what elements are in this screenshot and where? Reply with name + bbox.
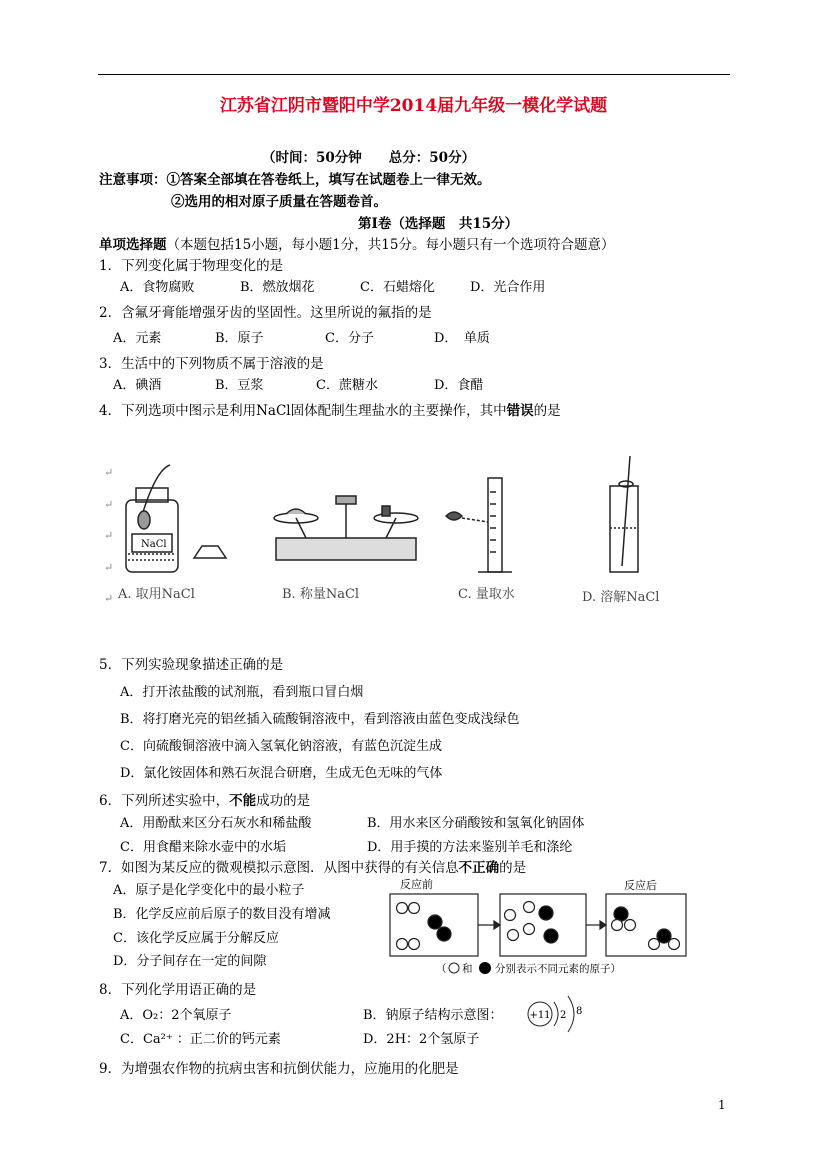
q3-option-c: C．蔗糖水 (316, 378, 378, 393)
jar-label: NaCl (141, 539, 167, 550)
q7-stem (99, 856, 526, 876)
q6-option-d: D．用手摸的方法来鉴别羊毛和涤纶 (367, 840, 573, 855)
q1-option-c: C．石蜡熔化 (360, 280, 435, 295)
q8-option-b: B．钠原子结构示意图： (363, 1008, 503, 1023)
reagent-jar-illustration (126, 465, 226, 572)
before-molecules (397, 903, 452, 950)
instructions-text: （本题包括15小题，每小题1分，共15分。每小题只有一个选项符合题意） (166, 237, 615, 253)
q1-stem: 1．下列变化属于物理变化的是 (99, 258, 284, 274)
diagram-caption-and: 和 (462, 963, 473, 975)
q3-option-a: A．碘酒 (113, 378, 162, 393)
q5-option-b: B．将打磨光亮的铝丝插入硫酸铜溶液中，看到溶液由蓝色变成浅绿色 (120, 712, 520, 727)
q6-stem (99, 789, 310, 809)
figure-c-label: C. 量取水 (458, 587, 515, 602)
q1-option-d: D．光合作用 (470, 280, 546, 295)
beaker-illustration (610, 456, 638, 572)
figure-d-label: D. 溶解NaCl (582, 590, 660, 605)
q4-figure (110, 450, 690, 615)
q5-option-c: C．向硫酸铜溶液中滴入氢氧化钠溶液，有蓝色沉淀生成 (120, 739, 442, 754)
q8-option-a: A．O₂：2个氧原子 (120, 1008, 232, 1023)
q9-stem: 9．为增强农作物的抗病虫害和抗倒伏能力，应施用的化肥是 (99, 1061, 459, 1077)
before-label: 反应前 (400, 878, 433, 891)
sodium-atom-diagram (524, 992, 594, 1036)
q8-option-c: C．Ca²⁺ ：正二价的钙元素 (120, 1032, 281, 1047)
q8-stem: 8．下列化学用语正确的是 (99, 982, 257, 998)
middle-box (500, 894, 586, 956)
q2-stem: 2．含氟牙膏能增强牙齿的坚固性。这里所说的氟指的是 (99, 305, 432, 321)
return-mark: ↵ (104, 529, 114, 542)
q5-option-a: A．打开浓盐酸的试剂瓶，看到瓶口冒白烟 (120, 685, 364, 700)
cylinder-illustration (446, 478, 512, 572)
q4-stem-emphasis: 错误 (506, 403, 534, 419)
diagram-caption-text: 分别表示不同元素的原子） (495, 963, 621, 975)
reaction-diagram (388, 876, 690, 976)
return-mark: ↵ (104, 560, 114, 574)
white-atom-legend (449, 963, 459, 973)
section-heading: 第Ⅰ卷（选择题 共15分） (358, 216, 519, 232)
shell-2-count: 8 (576, 1006, 583, 1017)
shell-1-count: 2 (560, 1010, 567, 1021)
return-mark: ↵ (104, 497, 114, 511)
q1-option-a: A．食物腐败 (120, 280, 195, 295)
after-label: 反应后 (624, 879, 657, 892)
q7-option-a: A．原子是化学变化中的最小粒子 (113, 883, 305, 898)
nucleus-charge: +11 (529, 1010, 551, 1021)
q6-option-b: B．用水来区分硝酸铵和氢氧化钠固体 (367, 816, 585, 831)
q6-option-a: A．用酚酞来区分石灰水和稀盐酸 (120, 816, 312, 831)
q3-stem: 3．生活中的下列物质不属于溶液的是 (99, 356, 324, 372)
notice-2: ②选用的相对原子质量在答题卷首。 (171, 194, 387, 210)
return-mark: ↵ (104, 466, 114, 479)
q3-option-b: B．豆浆 (215, 378, 264, 393)
header-rule (98, 74, 730, 75)
after-molecules (612, 907, 680, 950)
q4-stem (99, 399, 561, 419)
exam-title: 江苏省江阴市暨阳中学2014届九年级一模化学试题 (219, 96, 608, 116)
q2-option-c: C．分子 (325, 331, 374, 346)
section-type: 单项选择题 (99, 237, 167, 253)
q1-option-b: B．燃放烟花 (240, 280, 315, 295)
q6-option-c: C．用食醋来除水壶中的水垢 (120, 840, 286, 855)
q7-option-b: B．化学反应前后原子的数目没有增减 (113, 907, 331, 922)
q2-option-d: D． 单质 (434, 331, 490, 346)
q7-stem-post: 的是 (499, 860, 527, 876)
q6-stem-emphasis: 不能 (229, 793, 257, 809)
electron-shell-2 (568, 996, 574, 1032)
figure-a-label: A. 取用NaCl (118, 587, 195, 602)
page-number: 1 (718, 1098, 726, 1112)
q7-option-c: C．该化学反应属于分解反应 (113, 931, 279, 946)
q7-stem-emphasis: 不正确 (458, 860, 500, 876)
black-atom-legend (479, 962, 491, 974)
q7-stem-pre: 7．如图为某反应的微观模拟示意图．从图中获得的有关信息 (99, 860, 459, 876)
q7-option-d: D．分子间存在一定的间隙 (113, 954, 267, 969)
q6-stem-pre: 6．下列所述实验中， (99, 793, 230, 809)
section-instructions (99, 233, 614, 253)
q5-option-d: D．氯化铵固体和熟石灰混合研磨，生成无色无味的气体 (120, 766, 443, 781)
diagram-caption-open: （ (436, 963, 447, 975)
q2-option-b: B．原子 (215, 331, 264, 346)
q2-option-a: A．元素 (113, 331, 162, 346)
q4-stem-pre: 4．下列选项中图示是利用NaCl固体配制生理盐水的主要操作，其中 (99, 403, 507, 419)
balance-illustration (274, 496, 418, 560)
q6-stem-post: 成功的是 (256, 793, 311, 809)
q5-stem: 5．下列实验现象描述正确的是 (99, 657, 284, 673)
figure-b-label: B. 称量NaCl (282, 587, 360, 602)
notice-1: 注意事项：①答案全部填在答卷纸上，填写在试题卷上一律无效。 (99, 172, 491, 188)
middle-atoms (505, 902, 559, 944)
q8-option-d: D．2H：2个氢原子 (363, 1032, 480, 1047)
return-mark: ↵ (104, 592, 114, 605)
time-score: （时间：50分钟 总分：50分） (262, 150, 476, 166)
electron-shell-1 (554, 1002, 558, 1026)
q4-stem-post: 的是 (533, 403, 561, 419)
q3-option-d: D．食醋 (434, 378, 484, 393)
